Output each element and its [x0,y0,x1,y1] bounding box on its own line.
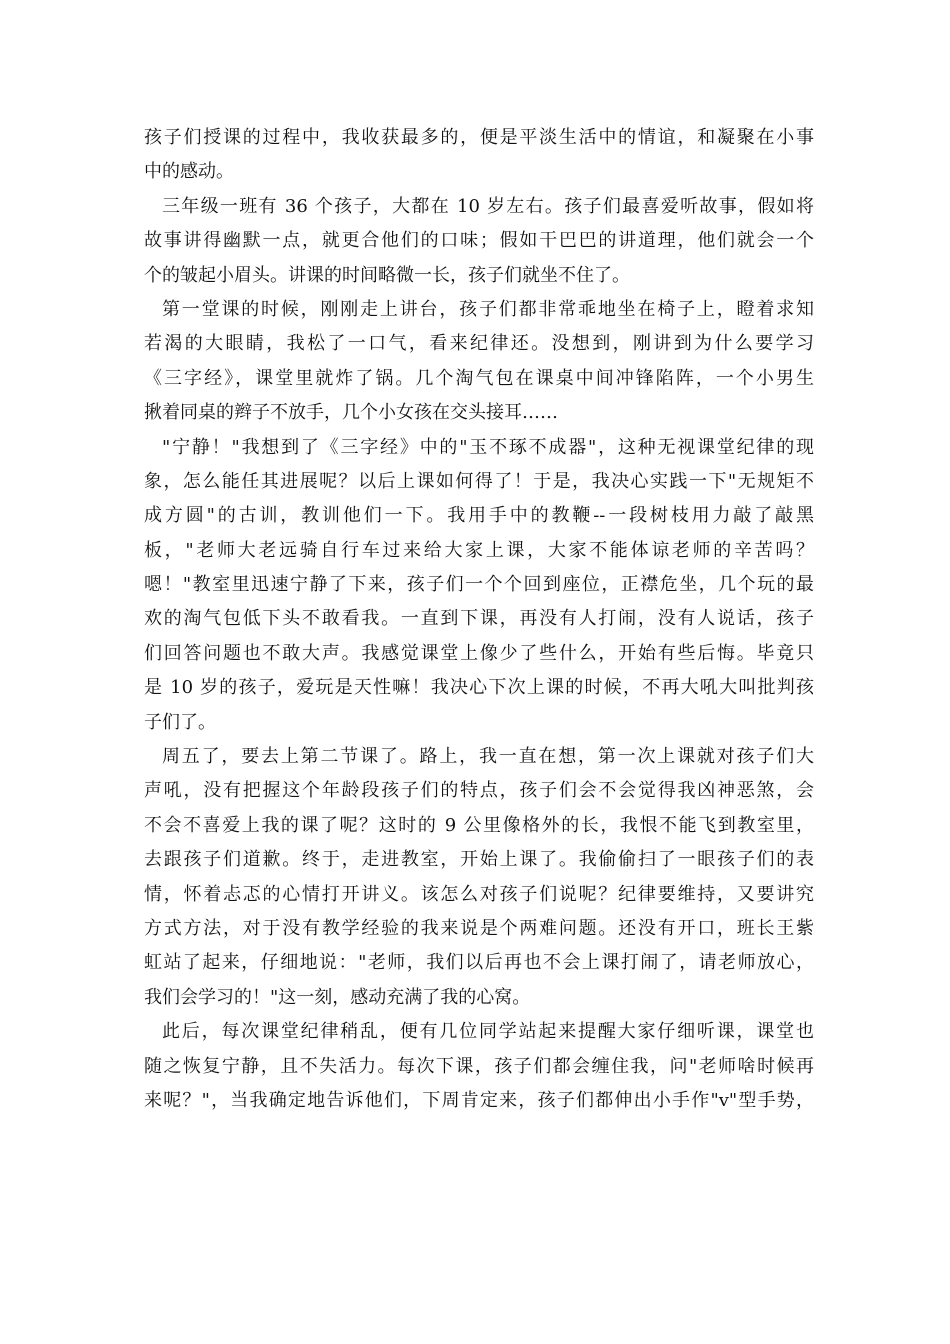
text-line: 周五了，要去上第二节课了。路上，我一直在想，第一次上课就对孩子们大 [162,746,814,768]
paragraph [144,293,814,431]
text-line: 虹站了起来，仔细地说："老师，我们以后再也不会上课打闹了，请老师放心， [144,952,814,974]
body-text [144,121,814,1118]
text-line: 揪着同桌的辫子不放手，几个小女孩在交头接耳…… [144,402,558,424]
text-line: 去跟孩子们道歉。终于，走进教室，开始上课了。我偷偷扫了一眼孩子们的表 [144,849,814,871]
text-line: 成方圆"的古训，教训他们一下。我用手中的教鞭--一段树枝用力敲了敲黑 [144,505,814,527]
text-line: 三年级一班有 36 个孩子，大都在 10 岁左右。孩子们最喜爱听故事，假如将 [162,195,814,217]
text-line: 板，"老师大老远骑自行车过来给大家上课，大家不能体谅老师的辛苦吗？ [144,539,814,561]
text-line: 方式方法，对于没有教学经验的我来说是个两难问题。还没有开口，班长王紫 [144,917,814,939]
paragraph [144,431,814,741]
paragraph [144,1015,814,1118]
text-line: 若渴的大眼睛，我松了一口气，看来纪律还。没想到，刚讲到为什么要学习 [144,333,814,355]
text-line: 故事讲得幽默一点，就更合他们的口味；假如干巴巴的讲道理，他们就会一个 [144,230,814,252]
text-line: 声吼，没有把握这个年龄段孩子们的特点，孩子们会不会觉得我凶神恶煞，会 [144,780,814,802]
text-line: 我们会学习的！"这一刻，感动充满了我的心窝。 [144,986,531,1008]
text-line: 欢的淘气包低下头不敢看我。一直到下课，再没有人打闹，没有人说话，孩子 [144,608,814,630]
text-line: 来呢？"，当我确定地告诉他们，下周肯定来，孩子们都伸出小手作"v"型手势， [144,1089,814,1111]
text-line: 中的感动。 [144,161,234,183]
text-line: 此后，每次课堂纪律稍乱，便有几位同学站起来提醒大家仔细听课，课堂也 [162,1021,814,1043]
text-line: 个的皱起小眉头。讲课的时间略微一长，孩子们就坐不住了。 [144,264,630,286]
paragraph [144,121,814,190]
text-line: 嗯！"教室里迅速宁静了下来，孩子们一个个回到座位，正襟危坐，几个玩的最 [144,574,814,596]
paragraph [144,190,814,293]
text-line: "宁静！"我想到了《三字经》中的"玉不琢不成器"，这种无视课堂纪律的现 [162,436,814,458]
text-line: 情，怀着忐忑的心情打开讲义。该怎么对孩子们说呢？纪律要维持，又要讲究 [144,883,814,905]
text-line: 们回答问题也不敢大声。我感觉课堂上像少了些什么，开始有些后悔。毕竟只 [144,642,814,664]
paragraph [144,740,814,1015]
text-line: 不会不喜爱上我的课了呢？这时的 9 公里像格外的长，我恨不能飞到教室里， [144,814,814,836]
text-line: 随之恢复宁静，且不失活力。每次下课，孩子们都会缠住我，问"老师啥时候再 [144,1055,814,1077]
text-line: 是 10 岁的孩子，爱玩是天性嘛！我决心下次上课的时候，不再大吼大叫批判孩 [144,677,814,699]
text-line: 象，怎么能任其进展呢？以后上课如何得了！于是，我决心实践一下"无规矩不 [144,470,814,492]
text-line: 第一堂课的时候，刚刚走上讲台，孩子们都非常乖地坐在椅子上，瞪着求知 [162,298,814,320]
text-line: 孩子们授课的过程中，我收获最多的，便是平淡生活中的情谊，和凝聚在小事 [144,127,814,148]
text-line: 《三字经》，课堂里就炸了锅。几个淘气包在课桌中间冲锋陷阵，一个小男生 [144,367,814,389]
text-line: 子们了。 [144,711,216,733]
